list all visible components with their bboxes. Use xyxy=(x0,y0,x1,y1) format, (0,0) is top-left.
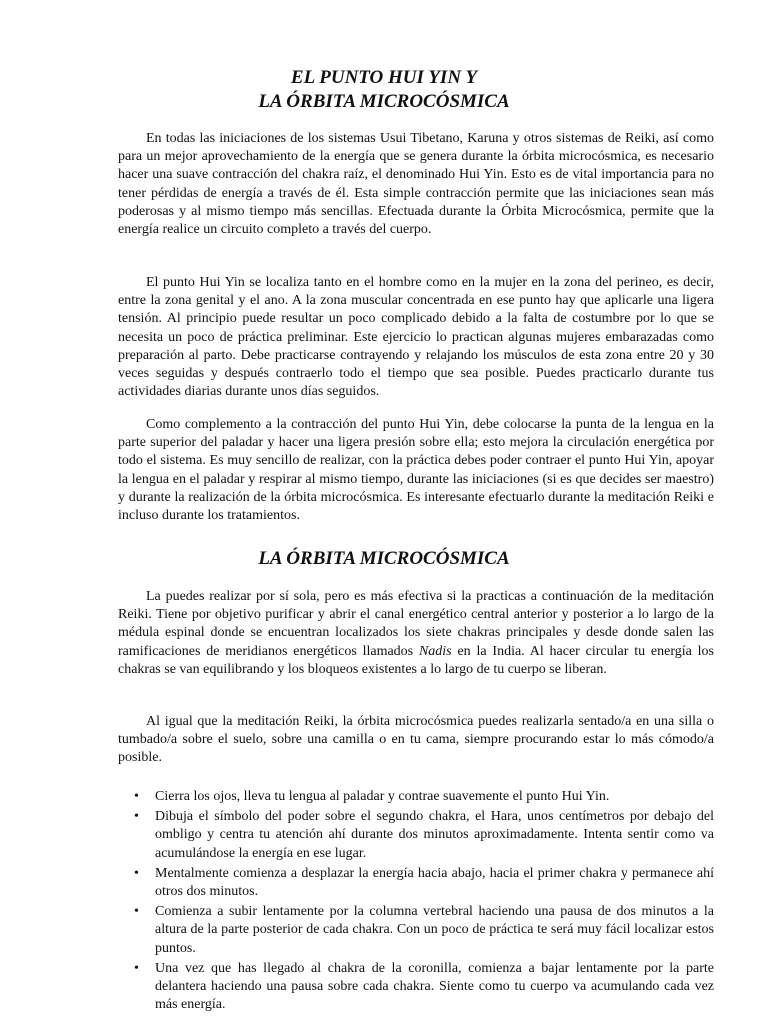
step-text: Mentalmente comienza a desplazar la energía hacia abajo, hacia el primer chakra y permanece ahí otros dos minutos. xyxy=(155,865,714,900)
section-title: LA ÓRBITA MICROCÓSMICA xyxy=(258,548,510,569)
bullet-icon: • xyxy=(134,809,139,825)
step-text: Cierra los ojos, lleva tu lengua al paladar y contrae suavemente el punto Hui Yin. xyxy=(155,789,610,804)
paragraph-4 xyxy=(118,588,714,679)
list-item xyxy=(134,960,714,1015)
list-item xyxy=(134,808,714,863)
paragraph-4-text-b: en la India. Al hacer circular tu energía los chakras se van equilibrando y los bloqueos existentes a lo largo de tu cuerpo se liberan. xyxy=(118,643,715,677)
paragraph-5: Al igual que la meditación Reiki, la órbita microcósmica puedes realizarla sentado/a en una silla o tumbado/a sobre el suelo, sobre una camilla o en tu cama, siempre procurando estar lo más cómodo/a posible. xyxy=(118,714,714,766)
list-item xyxy=(134,788,714,806)
bullet-icon: • xyxy=(134,865,139,881)
paragraph-1: En todas las iniciaciones de los sistemas Usui Tibetano, Karuna y otros sistemas de Reiki, así como para un mejor aprovechamiento de la energía que se genera durante la órbita microcósmica, es necesario hacer una suave contracción del chakra raíz, el denominado Hui Yin. Esto es de vital importancia para no tener pérdidas de energía a través de él. Esta simple contracción permite que las iniciaciones sean más poderosas y al mismo tiempo más sencillas. Efectuada durante la Órbita Microcósmica, permite que la energía realice un circuito completo a través del cuerpo. xyxy=(118,131,714,238)
bullet-icon: • xyxy=(134,789,139,804)
list-item xyxy=(134,903,714,958)
bullet-icon: • xyxy=(134,904,139,920)
page-title xyxy=(0,66,768,114)
title-line-1: EL PUNTO HUI YIN Y xyxy=(290,67,478,88)
bullet-icon: • xyxy=(134,960,139,976)
steps-list xyxy=(134,788,714,1016)
step-text: Una vez que has llegado al chakra de la coronilla, comienza a bajar lentamente por la parte delantera haciendo una pausa sobre cada chakra. Siente como tu cuerpo va acumulando cada vez más energía. xyxy=(155,960,714,1013)
paragraph-3: Como complemento a la contracción del punto Hui Yin, debe colocarse la punta de la lengua en la parte superior del paladar y hacer una ligera presión sobre ella; esto mejora la circulación energética por todo el sistema. Es muy sencillo de realizar, con la práctica debes poder contraer el punto Hui Yin, apoyar la lengua en el paladar y respirar al mismo tiempo, durante las iniciaciones (si es que decides ser maestro) y durante la realización de la órbita microcósmica. Es interesante efectuarlo durante la meditación Reiki e incluso durante los tratamientos. xyxy=(118,417,714,524)
nadis-term: Nadis xyxy=(418,643,452,659)
list-item xyxy=(134,865,714,901)
title-line-2: LA ÓRBITA MICROCÓSMICA xyxy=(258,91,510,112)
step-text: Comienza a subir lentamente por la columna vertebral haciendo una pausa de dos minutos a la altura de la parte posterior de cada chakra. Con un poco de práctica te será muy fácil localizar estos puntos. xyxy=(155,904,714,956)
step-text: Dibuja el símbolo del poder sobre el segundo chakra, el Hara, unos centímetros por debajo del ombligo y centra tu atención ahí durante dos minutos aproximadamente. Intenta sentir como va acumulándose la energía en ese lugar. xyxy=(155,809,714,861)
paragraph-4-text-a: La puedes realizar por sí sola, pero es más efectiva si la practicas a continuación de la meditación Reiki. Tiene por objetivo purificar y abrir el canal energético central anterior y posterior a lo largo de la médula espinal donde se encuentran localizados los siete chakras principales y desde donde salen las ramificaciones de meridianos energéticos llamados xyxy=(118,589,714,659)
paragraph-2: El punto Hui Yin se localiza tanto en el hombre como en la mujer en la zona del perineo, es decir, entre la zona genital y el ano. A la zona muscular concentrada en ese punto hay que aplicarle una ligera tensión. Al principio puede resultar un poco complicado debido a la falta de costumbre por lo que se necesita un poco de práctica preliminar. Este ejercicio lo practican algunas mujeres embarazadas como preparación al parto. Debe practicarse contrayendo y relajando los músculos de esta zona entre 20 y 30 veces seguidas y después contraerlo todo el tiempo que sea posible. Puedes practicarlo durante tus actividades diarias durante unos días seguidos. xyxy=(118,275,714,400)
